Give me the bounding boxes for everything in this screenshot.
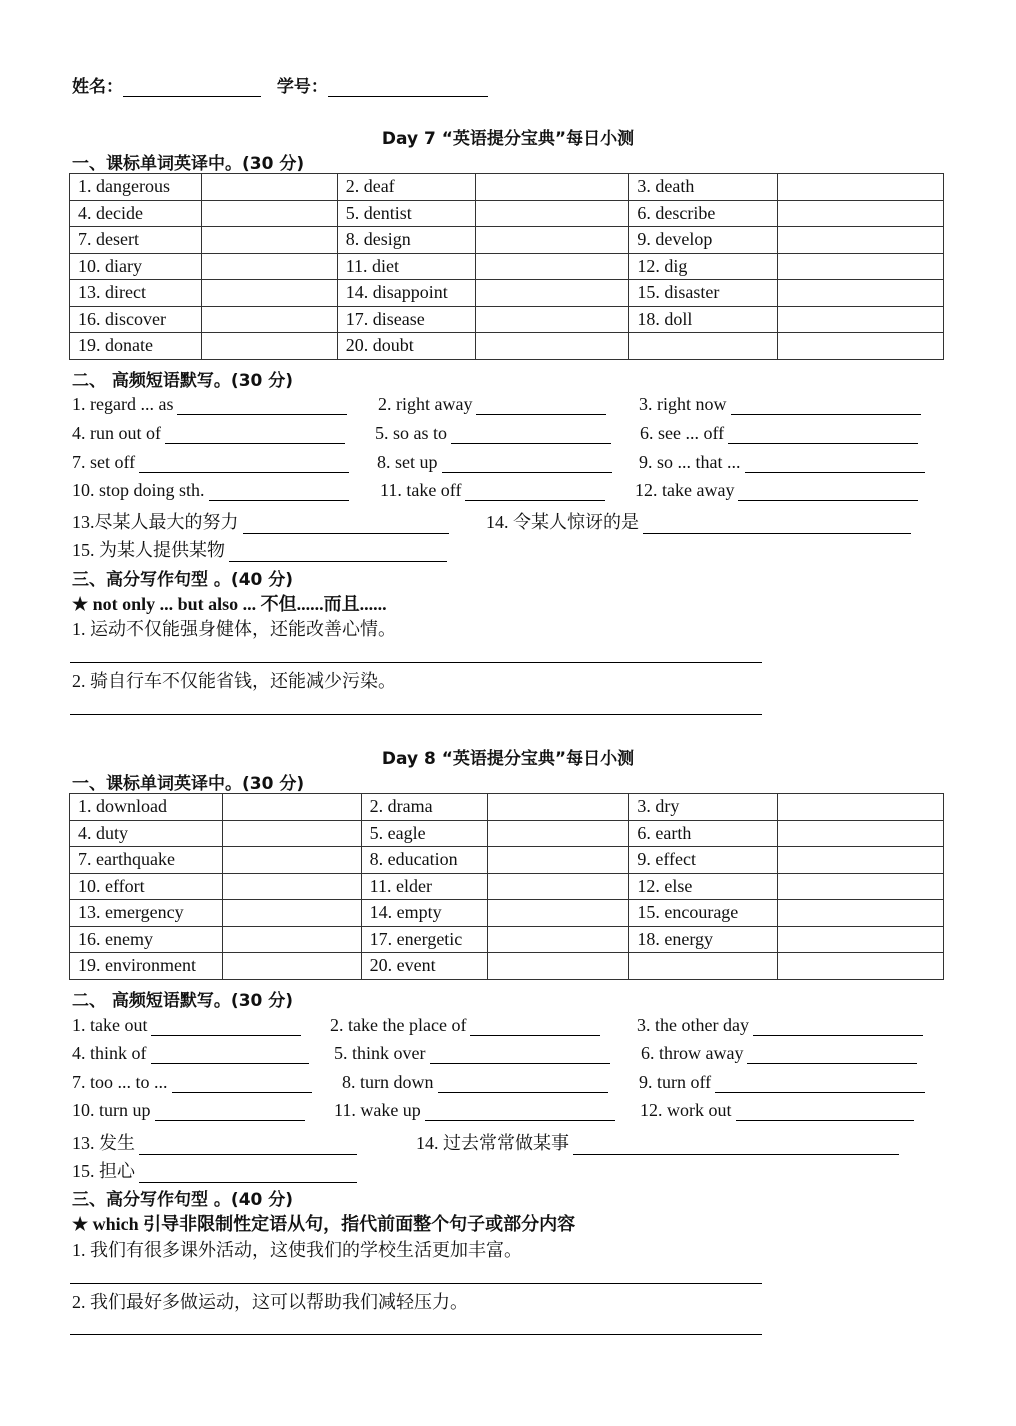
phrase-item: 5. so as to xyxy=(375,423,611,444)
answer-cell[interactable] xyxy=(487,873,629,900)
answer-line[interactable] xyxy=(70,714,762,715)
table-row xyxy=(70,926,944,953)
table-row xyxy=(70,333,944,360)
answer-cell[interactable] xyxy=(778,227,944,254)
table-row xyxy=(70,280,944,307)
answer-cell[interactable] xyxy=(778,873,944,900)
phrase-item: 4. think of xyxy=(72,1043,309,1064)
answer-cell[interactable] xyxy=(487,953,629,980)
phrase-blank[interactable] xyxy=(430,1043,610,1064)
answer-cell[interactable] xyxy=(222,873,361,900)
day7-sentence-2: 2. 骑自行车不仅能省钱，还能减少污染。 xyxy=(72,671,396,691)
phrase-blank[interactable] xyxy=(736,1100,914,1121)
student-info xyxy=(72,72,498,97)
word-cell: 20. doubt xyxy=(337,333,475,360)
table-row xyxy=(70,227,944,254)
phrase-blank[interactable] xyxy=(229,541,447,562)
phrase-item: 7. set off xyxy=(72,452,349,473)
phrase-blank[interactable] xyxy=(155,1100,305,1121)
word-cell: 11. diet xyxy=(337,253,475,280)
phrase-blank[interactable] xyxy=(139,1162,357,1183)
phrase-item: 2. right away xyxy=(378,394,606,415)
table-row xyxy=(70,794,944,821)
table-row xyxy=(70,253,944,280)
day8-sentence-1: 1. 我们有很多课外活动，这使我们的学校生活更加丰富。 xyxy=(72,1240,522,1260)
table-row xyxy=(70,174,944,201)
phrase-item: 11. take off xyxy=(380,480,605,501)
word-cell: 7. desert xyxy=(70,227,202,254)
phrase-item: 10. stop doing sth. xyxy=(72,480,349,501)
phrase-item: 14. 过去常常做某事 xyxy=(416,1129,899,1155)
word-cell: 4. decide xyxy=(70,200,202,227)
answer-cell[interactable] xyxy=(222,953,361,980)
word-cell: 14. disappoint xyxy=(337,280,475,307)
word-cell: 13. direct xyxy=(70,280,202,307)
word-cell: 10. effort xyxy=(70,873,223,900)
answer-cell[interactable] xyxy=(487,794,629,821)
word-cell: 1. dangerous xyxy=(70,174,202,201)
phrase-item: 4. run out of xyxy=(72,423,345,444)
answer-cell[interactable] xyxy=(487,926,629,953)
answer-cell[interactable] xyxy=(778,253,944,280)
phrase-blank[interactable] xyxy=(747,1043,917,1064)
word-cell: 14. empty xyxy=(361,900,487,927)
day7-vocab-table xyxy=(69,173,944,360)
word-cell: 12. dig xyxy=(629,253,778,280)
answer-cell[interactable] xyxy=(778,847,944,874)
phrase-item: 3. right now xyxy=(639,394,921,415)
word-cell: 7. earthquake xyxy=(70,847,223,874)
answer-cell[interactable] xyxy=(201,253,337,280)
word-cell: 6. describe xyxy=(629,200,778,227)
phrase-item: 14. 令某人惊讶的是 xyxy=(486,508,911,534)
phrase-blank[interactable] xyxy=(476,394,606,415)
phrase-blank[interactable] xyxy=(209,480,349,501)
word-cell: 3. dry xyxy=(629,794,778,821)
phrase-item: 9. turn off xyxy=(639,1072,925,1093)
day8-section-writing: 三、高分写作句型 。(40 分) xyxy=(72,1190,294,1210)
word-cell: 9. develop xyxy=(629,227,778,254)
answer-cell[interactable] xyxy=(778,900,944,927)
word-cell: 16. enemy xyxy=(70,926,223,953)
answer-cell[interactable] xyxy=(475,174,629,201)
answer-cell[interactable] xyxy=(475,280,629,307)
phrase-item: 1. regard ... as xyxy=(72,394,347,415)
answer-cell[interactable] xyxy=(201,227,337,254)
day8-section-vocab: 一、课标单词英译中。(30 分) xyxy=(72,774,305,794)
day8-sentence-2: 2. 我们最好多做运动，这可以帮助我们减轻压力。 xyxy=(72,1292,468,1312)
answer-cell[interactable] xyxy=(475,333,629,360)
phrase-item: 11. wake up xyxy=(334,1100,615,1121)
phrase-blank[interactable] xyxy=(151,1043,309,1064)
phrase-blank[interactable] xyxy=(438,1072,608,1093)
answer-cell[interactable] xyxy=(778,280,944,307)
word-cell: 1. download xyxy=(70,794,223,821)
word-cell: 18. energy xyxy=(629,926,778,953)
phrase-item: 13. 发生 xyxy=(72,1129,357,1155)
answer-cell[interactable] xyxy=(201,200,337,227)
phrase-blank[interactable] xyxy=(165,423,345,444)
table-row xyxy=(70,953,944,980)
phrase-blank[interactable] xyxy=(643,513,911,534)
phrase-item: 6. throw away xyxy=(641,1043,917,1064)
phrase-item: 3. the other day xyxy=(637,1015,923,1036)
phrase-blank[interactable] xyxy=(172,1072,312,1093)
word-cell: 2. drama xyxy=(361,794,487,821)
day8-title: Day 8 “英语提分宝典”每日小测 xyxy=(381,749,635,769)
answer-cell[interactable] xyxy=(475,306,629,333)
phrase-blank[interactable] xyxy=(139,1134,357,1155)
answer-cell[interactable] xyxy=(201,333,337,360)
word-cell: 10. diary xyxy=(70,253,202,280)
phrase-item: 9. so ... that ... xyxy=(639,452,925,473)
table-row xyxy=(70,200,944,227)
word-cell xyxy=(629,333,778,360)
answer-cell[interactable] xyxy=(475,200,629,227)
answer-cell[interactable] xyxy=(778,200,944,227)
table-row xyxy=(70,820,944,847)
name-blank[interactable] xyxy=(123,78,261,97)
phrase-item: 6. see ... off xyxy=(640,423,918,444)
answer-cell[interactable] xyxy=(222,794,361,821)
answer-cell[interactable] xyxy=(487,847,629,874)
answer-cell[interactable] xyxy=(201,174,337,201)
word-cell: 13. emergency xyxy=(70,900,223,927)
phrase-item: 15. 担心 xyxy=(72,1157,357,1183)
phrase-blank[interactable] xyxy=(715,1072,925,1093)
id-blank[interactable] xyxy=(328,78,488,97)
answer-cell[interactable] xyxy=(222,847,361,874)
word-cell: 17. energetic xyxy=(361,926,487,953)
word-cell: 8. design xyxy=(337,227,475,254)
phrase-item: 5. think over xyxy=(334,1043,610,1064)
day7-title: Day 7 “英语提分宝典”每日小测 xyxy=(381,129,635,149)
day8-section-phrases: 二、 高频短语默写。(30 分) xyxy=(72,991,294,1011)
phrase-blank[interactable] xyxy=(745,452,925,473)
phrase-blank[interactable] xyxy=(728,423,918,444)
phrase-item: 8. turn down xyxy=(342,1072,608,1093)
word-cell: 6. earth xyxy=(629,820,778,847)
answer-cell[interactable] xyxy=(778,174,944,201)
phrase-blank[interactable] xyxy=(470,1015,600,1036)
phrase-blank[interactable] xyxy=(731,394,921,415)
phrase-item: 1. take out xyxy=(72,1015,301,1036)
phrase-blank[interactable] xyxy=(573,1134,899,1155)
answer-cell[interactable] xyxy=(778,926,944,953)
answer-cell[interactable] xyxy=(778,953,944,980)
answer-cell[interactable] xyxy=(475,227,629,254)
phrase-blank[interactable] xyxy=(177,394,347,415)
answer-cell[interactable] xyxy=(778,333,944,360)
answer-cell[interactable] xyxy=(778,820,944,847)
word-cell: 9. effect xyxy=(629,847,778,874)
word-cell: 15. encourage xyxy=(629,900,778,927)
table-row xyxy=(70,306,944,333)
answer-cell[interactable] xyxy=(222,820,361,847)
phrase-item: 7. too ... to ... xyxy=(72,1072,312,1093)
table-row xyxy=(70,900,944,927)
word-cell: 5. dentist xyxy=(337,200,475,227)
phrase-blank[interactable] xyxy=(243,513,449,534)
phrase-item: 2. take the place of xyxy=(330,1015,600,1036)
word-cell: 16. discover xyxy=(70,306,202,333)
word-cell: 19. environment xyxy=(70,953,223,980)
answer-cell[interactable] xyxy=(201,280,337,307)
word-cell: 11. elder xyxy=(361,873,487,900)
answer-line[interactable] xyxy=(70,662,762,663)
phrase-blank[interactable] xyxy=(465,480,605,501)
day7-sentence-pattern: ★ not only ... but also ... 不但......而且...... xyxy=(72,594,387,614)
answer-cell[interactable] xyxy=(201,306,337,333)
word-cell: 17. disease xyxy=(337,306,475,333)
name-label: 姓名： xyxy=(72,77,123,97)
day8-sentence-pattern: ★ which 引导非限制性定语从句，指代前面整个句子或部分内容 xyxy=(72,1214,576,1234)
phrase-item: 8. set up xyxy=(377,452,612,473)
answer-line[interactable] xyxy=(70,1283,762,1284)
table-row xyxy=(70,873,944,900)
word-cell: 12. else xyxy=(629,873,778,900)
phrase-item: 12. take away xyxy=(635,480,918,501)
id-label: 学号： xyxy=(276,77,328,97)
word-cell: 20. event xyxy=(361,953,487,980)
answer-cell[interactable] xyxy=(487,820,629,847)
answer-cell[interactable] xyxy=(475,253,629,280)
answer-cell[interactable] xyxy=(222,900,361,927)
word-cell: 2. deaf xyxy=(337,174,475,201)
phrase-blank[interactable] xyxy=(442,452,612,473)
phrase-blank[interactable] xyxy=(425,1100,615,1121)
phrase-blank[interactable] xyxy=(738,480,918,501)
day7-sentence-1: 1. 运动不仅能强身健体，还能改善心情。 xyxy=(72,619,396,639)
word-cell: 3. death xyxy=(629,174,778,201)
answer-cell[interactable] xyxy=(222,926,361,953)
phrase-blank[interactable] xyxy=(139,452,349,473)
answer-cell[interactable] xyxy=(487,900,629,927)
answer-cell[interactable] xyxy=(778,794,944,821)
day7-section-vocab: 一、课标单词英译中。(30 分) xyxy=(72,154,305,174)
word-cell: 5. eagle xyxy=(361,820,487,847)
word-cell: 19. donate xyxy=(70,333,202,360)
phrase-blank[interactable] xyxy=(753,1015,923,1036)
phrase-item: 12. work out xyxy=(640,1100,914,1121)
word-cell xyxy=(629,953,778,980)
phrase-blank[interactable] xyxy=(451,423,611,444)
phrase-blank[interactable] xyxy=(151,1015,301,1036)
word-cell: 8. education xyxy=(361,847,487,874)
word-cell: 4. duty xyxy=(70,820,223,847)
word-cell: 18. doll xyxy=(629,306,778,333)
word-cell: 15. disaster xyxy=(629,280,778,307)
day7-section-phrases: 二、 高频短语默写。(30 分) xyxy=(72,371,294,391)
phrase-item: 15. 为某人提供某物 xyxy=(72,536,447,562)
answer-cell[interactable] xyxy=(778,306,944,333)
phrase-item: 10. turn up xyxy=(72,1100,305,1121)
phrase-item: 13.尽某人最大的努力 xyxy=(72,508,449,534)
day8-vocab-table xyxy=(69,793,944,980)
answer-line[interactable] xyxy=(70,1334,762,1335)
day7-section-writing: 三、高分写作句型 。(40 分) xyxy=(72,570,294,590)
table-row xyxy=(70,847,944,874)
